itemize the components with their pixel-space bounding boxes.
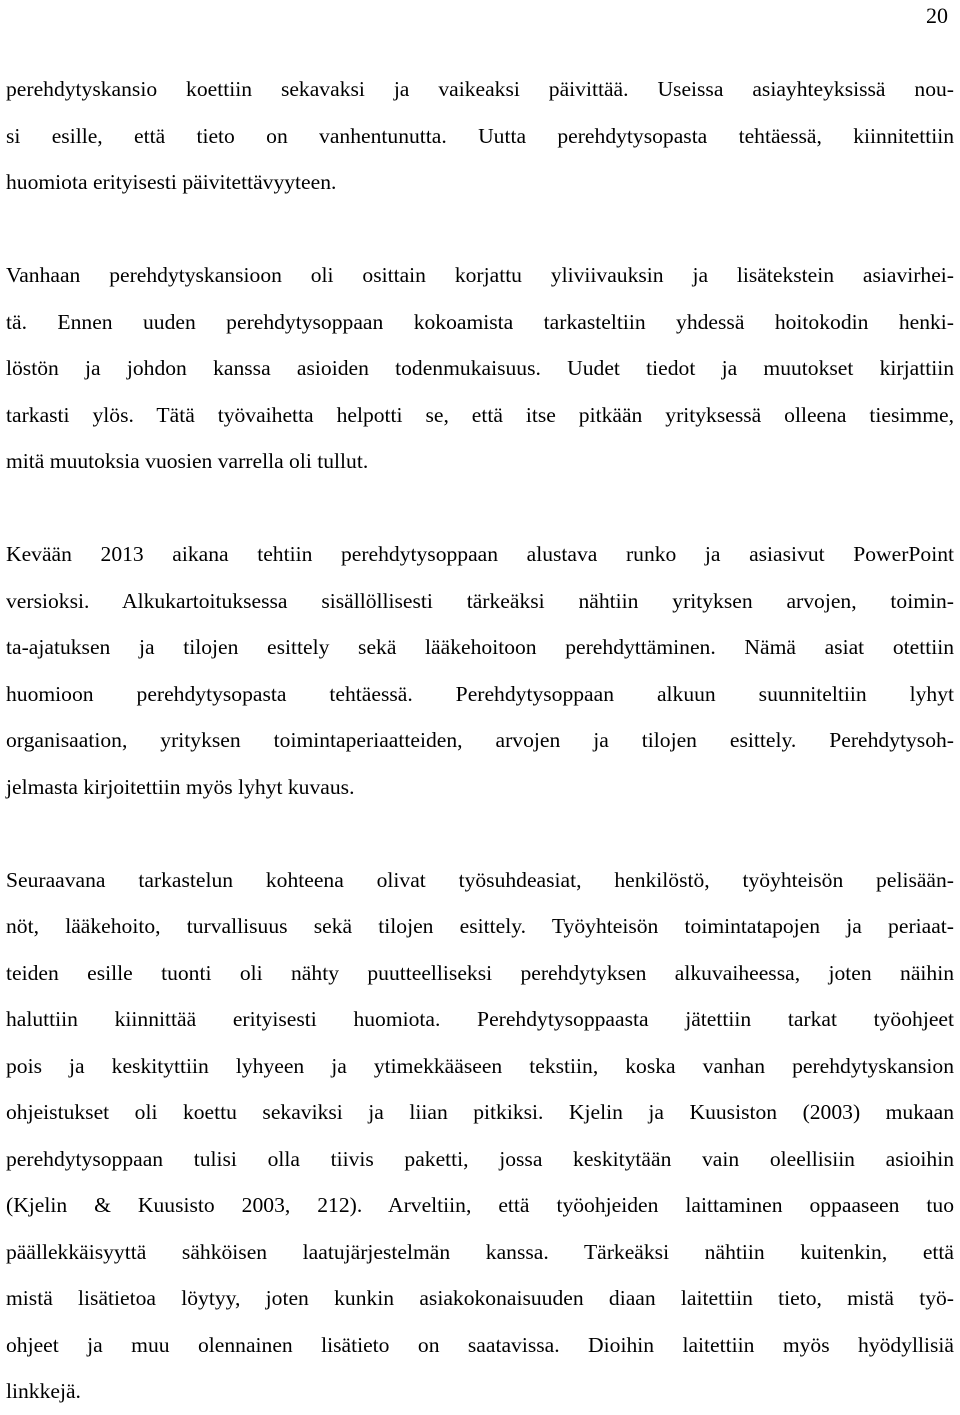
text-line: pois ja keskityttiin lyhyeen ja ytimekkääseen tekstiin, koska vanhan perehdytyskansion	[6, 1053, 954, 1078]
text-line: mitä muutoksia vuosien varrella oli tullut.	[6, 449, 369, 473]
text-line: tarkasti ylös. Tätä työvaihetta helpotti se, että itse pitkään yrityksessä olleena tiesimme,	[6, 402, 954, 427]
paragraph-1	[6, 66, 954, 206]
text-line: huomioon perehdytysopasta tehtäessä. Perehdytysoppaan alkuun suunniteltiin lyhyt	[6, 681, 954, 706]
text-line: ohjeet ja muu olennainen lisätieto on saatavissa. Dioihin laitettiin myös hyödyllisiä	[6, 1332, 954, 1357]
paragraph-4	[6, 857, 954, 1415]
page-number: 20	[926, 3, 948, 28]
text-line: Kevään 2013 aikana tehtiin perehdytysoppaan alustava runko ja asiasivut PowerPoint	[6, 542, 954, 566]
text-line: linkkejä.	[6, 1379, 81, 1403]
paragraph-2	[6, 252, 954, 485]
document-body	[6, 66, 954, 1415]
text-line: Vanhaan perehdytyskansioon oli osittain korjattu yliviivauksin ja lisätekstein asiavirhei-	[6, 263, 954, 287]
paragraph-3	[6, 531, 954, 810]
text-line: versioksi. Alkukartoituksessa sisällöllisesti tärkeäksi nähtiin yrityksen arvojen, toimin-	[6, 588, 954, 613]
text-line: jelmasta kirjoitettiin myös lyhyt kuvaus.	[6, 774, 355, 799]
text-line: si esille, että tieto on vanhentunutta. Uutta perehdytysopasta tehtäessä, kiinnitettiin	[6, 123, 954, 148]
text-line: päällekkäisyyttä sähköisen laatujärjestelmän kanssa. Tärkeäksi nähtiin kuitenkin, että	[6, 1239, 954, 1264]
text-line: nöt, lääkehoito, turvallisuus sekä tilojen esittely. Työyhteisön toimintatapojen ja periaat-	[6, 914, 954, 938]
text-line: Seuraavana tarkastelun kohteena olivat työsuhdeasiat, henkilöstö, työyhteisön pelisään-	[6, 867, 954, 892]
text-line: mistä lisätietoa löytyy, joten kunkin asiakokonaisuuden diaan laitettiin tieto, mistä työ-	[6, 1286, 954, 1310]
text-line: teiden esille tuonti oli nähty puutteelliseksi perehdytyksen alkuvaiheessa, joten näihin	[6, 960, 954, 985]
text-line: (Kjelin & Kuusisto 2003, 212). Arveltiin, että työohjeiden laittaminen oppaaseen tuo	[6, 1193, 954, 1217]
text-line: löstön ja johdon kanssa asioiden todenmukaisuus. Uudet tiedot ja muutokset kirjattiin	[6, 356, 954, 380]
text-line: ta-ajatuksen ja tilojen esittely sekä lääkehoitoon perehdyttäminen. Nämä asiat otettiin	[6, 635, 954, 659]
text-line: tä. Ennen uuden perehdytysoppaan kokoamista tarkasteltiin yhdessä hoitokodin henki-	[6, 309, 954, 334]
text-line: perehdytysoppaan tulisi olla tiivis paketti, jossa keskitytään vain oleellisiin asioihin	[6, 1146, 954, 1171]
text-line: huomiota erityisesti päivitettävyyteen.	[6, 170, 337, 194]
text-line: perehdytyskansio koettiin sekavaksi ja vaikeaksi päivittää. Useissa asiayhteyksissä nou-	[6, 77, 954, 101]
text-line: organisaation, yrityksen toimintaperiaatteiden, arvojen ja tilojen esittely. Perehdytysoh-	[6, 728, 954, 752]
text-line: ohjeistukset oli koettu sekaviksi ja liian pitkiksi. Kjelin ja Kuusiston (2003) mukaan	[6, 1100, 954, 1124]
text-line: haluttiin kiinnittää erityisesti huomiota. Perehdytysoppaasta jätettiin tarkat työohjeet	[6, 1007, 954, 1031]
